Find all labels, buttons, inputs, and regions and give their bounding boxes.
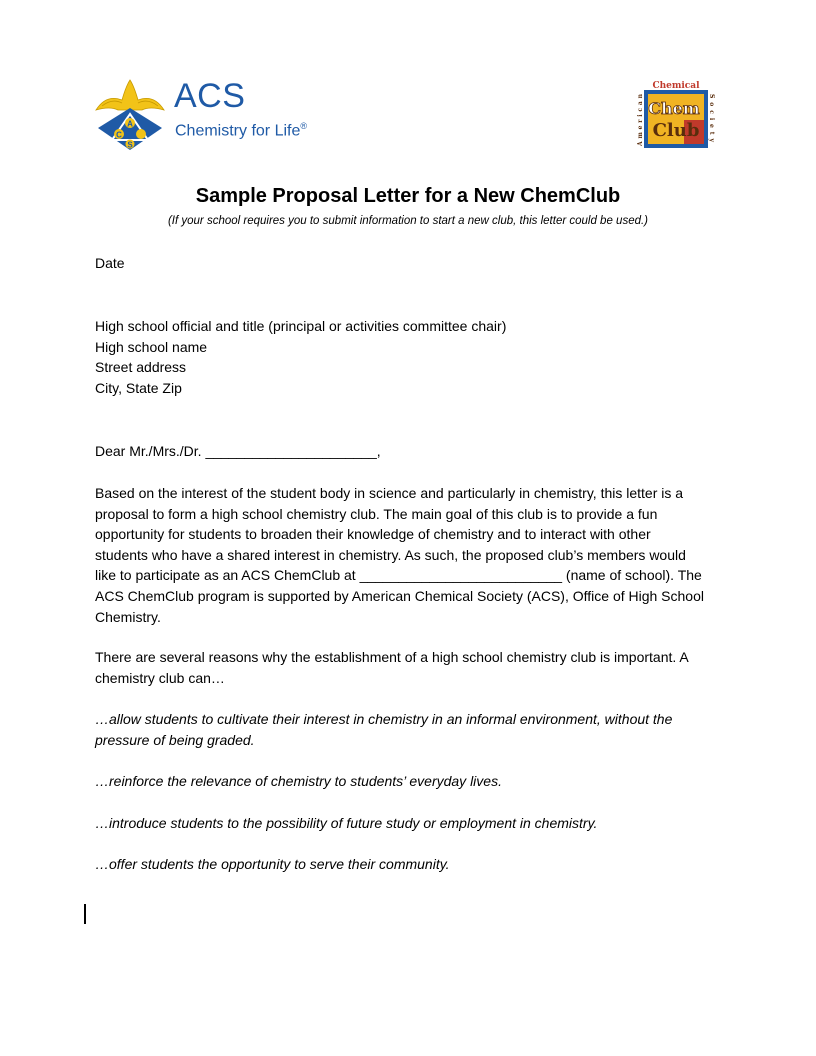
chemclub-top-text: Chemical — [652, 81, 700, 91]
paragraph-line: ACS ChemClub program is supported by American Chemical Society (ACS), Office of High School — [95, 587, 704, 604]
emblem-letter-s: S — [127, 140, 133, 150]
reason-line: …reinforce the relevance of chemistry to students’ everyday lives. — [95, 773, 502, 789]
address-line: High school name — [95, 338, 208, 355]
acs-tagline-text: Chemistry for Life — [175, 122, 301, 140]
paragraph-reasons-intro — [95, 647, 725, 688]
paragraph-line: Chemistry. — [95, 608, 161, 625]
acs-wordmark: ACS — [174, 77, 246, 115]
paragraph-line: students who have a shared interest in chemistry. As such, the proposed club’s members would — [95, 546, 686, 563]
trademark-symbol: ® — [300, 121, 308, 131]
page-subtitle: (If your school requires you to submit information to start a new club, this letter could be used.) — [167, 215, 649, 227]
reason-item — [95, 813, 725, 834]
emblem-letter-c: C — [116, 130, 122, 140]
acs-eagle-emblem-icon — [92, 76, 168, 152]
acs-tagline — [175, 116, 307, 141]
reason-item — [95, 854, 725, 875]
reason-line: …allow students to cultivate their interest in chemistry in an informal environment, without the — [95, 711, 673, 727]
chemclub-left-text: American — [637, 94, 644, 146]
paragraph-line: proposal to form a high school chemistry club. The main goal of this club is to provide a fun — [95, 505, 658, 522]
paragraph-line: like to participate as an ACS ChemClub at __________________________ (name of school). The — [95, 567, 702, 584]
chemclub-right-text: Society — [708, 94, 715, 142]
paragraph-line: There are several reasons why the establishment of a high school chemistry club is important. A — [95, 649, 689, 665]
paragraph-line: chemistry club can… — [95, 669, 225, 686]
chemclub-line2: Club — [652, 120, 700, 141]
chemclub-logo-icon — [636, 80, 716, 150]
paragraph-intro — [95, 483, 725, 627]
paragraph-line: opportunity for students to broaden their knowledge of chemistry and to interact with other — [95, 526, 651, 543]
reason-item — [95, 709, 725, 750]
reason-item — [95, 771, 725, 792]
reason-line: …introduce students to the possibility of future study or employment in chemistry. — [95, 815, 598, 831]
emblem-letter-a: A — [127, 119, 133, 129]
reason-line: pressure of being graded. — [95, 731, 255, 748]
page-title: Sample Proposal Letter for a New ChemClub — [195, 185, 621, 207]
chemclub-line1: Chem — [648, 99, 700, 118]
salutation: Dear Mr./Mrs./Dr. ______________________, — [95, 443, 381, 459]
address-line: High school official and title (principal or activities committee chair) — [95, 318, 507, 334]
address-line: City, State Zip — [95, 379, 182, 396]
reason-line: …offer students the opportunity to serve their community. — [95, 856, 450, 872]
acs-logo — [92, 76, 322, 152]
address-block — [95, 316, 725, 398]
text-cursor[interactable] — [84, 904, 86, 924]
date-line: Date — [95, 255, 125, 271]
address-line: Street address — [95, 359, 187, 376]
paragraph-line: Based on the interest of the student body in science and particularly in chemistry, this letter is a — [95, 485, 684, 501]
